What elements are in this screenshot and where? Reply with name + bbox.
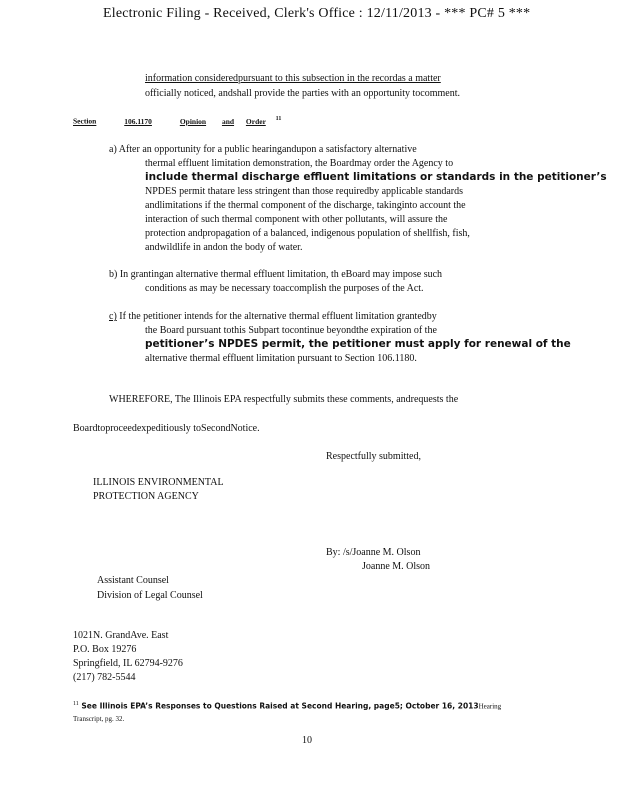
section-label: Section (73, 116, 97, 126)
footnote-hearing: Hearing (478, 702, 502, 711)
signature-name: Joanne M. Olson (362, 561, 431, 572)
address-line-1: 1021N. GrandAve. East (73, 630, 169, 641)
address-line-2: P.O. Box 19276 (73, 644, 137, 655)
closing: Respectfully submitted, (326, 451, 421, 462)
footnote-text: See Illinois EPA’s Responses to Questions Raised at Second Hearing, page5; October 16, 2013 (78, 701, 479, 711)
footnote-line-1 (73, 701, 501, 711)
para-a-line-6: interaction of such thermal component with other pollutants, will assure the (145, 214, 448, 225)
para-a-line-5: andlimitations if the thermal component of the discharge, takinginto account the (145, 200, 466, 211)
wherefore-line-2: Boardtoproceedexpeditiously toSecondNotice. (73, 423, 260, 434)
para-b-line-1: b) In grantingan alternative thermal effluent limitation, th eBoard may impose such (109, 269, 443, 280)
para-a-line-1: a) After an opportunity for a public hearingandupon a satisfactory alternative (109, 144, 417, 155)
wherefore-line-1: WHEREFORE, The Illinois EPA respectfully submits these comments, andrequests the (109, 394, 459, 405)
title-line-2: Division of Legal Counsel (97, 590, 203, 601)
para-c-label: c) (109, 311, 117, 322)
section-title-1: Opinion (179, 116, 207, 126)
title-line-1: Assistant Counsel (97, 575, 169, 586)
address-line-4: (217) 782-5544 (73, 672, 136, 683)
page-number: 10 (302, 735, 312, 746)
para-b-line-2: conditions as may be necessary toaccomplish the purposes of the Act. (145, 283, 424, 294)
org-line-2: PROTECTION AGENCY (93, 491, 199, 502)
para-a-line-4: NPDES permit thatare less stringent than those requiredby applicable standards (145, 186, 463, 197)
para-c-line-2: the Board pursuant tothis Subpart tocontinue beyondthe expiration of the (145, 325, 437, 336)
footnote-line-2: Transcript, pg. 32. (73, 715, 125, 723)
section-footnote-ref: 11 (275, 116, 282, 122)
filing-header: Electronic Filing - Received, Clerk's Office : 12/11/2013 - *** PC# 5 *** (103, 6, 531, 21)
para-a-line-8: andwildlife in andon the body of water. (145, 242, 303, 253)
cont-line-2: officially noticed, andshall provide the parties with an opportunity tocomment. (145, 88, 461, 99)
para-a-line-7: protection andpropagation of a balanced, indigenous population of shellfish, fish, (145, 228, 470, 239)
footnote-marker: 11 (73, 701, 79, 707)
para-c-line-4: alternative thermal effluent limitation pursuant to Section 106.1180. (145, 353, 417, 364)
address-line-3: Springfield, IL 62794-9276 (73, 658, 183, 669)
section-heading (73, 116, 281, 126)
org-line-1: ILLINOIS ENVIRONMENTAL (93, 477, 224, 488)
para-c-line-1: c) If the petitioner intends for the alternative thermal effluent limitation grantedby (109, 311, 437, 322)
para-a-line-3: include thermal discharge effluent limitations or standards in the petitioner’s (145, 171, 607, 183)
section-and: and (221, 116, 235, 126)
signature-by: By: /s/Joanne M. Olson (326, 547, 421, 558)
section-id: 106.1170 (124, 116, 152, 126)
cont-line-1: information consideredpursuant to this subsection in the recordas a matter (145, 73, 441, 84)
para-c-line-3: petitioner’s NPDES permit, the petitioner must apply for renewal of the (145, 338, 571, 350)
para-a-line-2: thermal effluent limitation demonstration, the Boardmay order the Agency to (145, 158, 454, 169)
section-title-2: Order (245, 116, 266, 126)
